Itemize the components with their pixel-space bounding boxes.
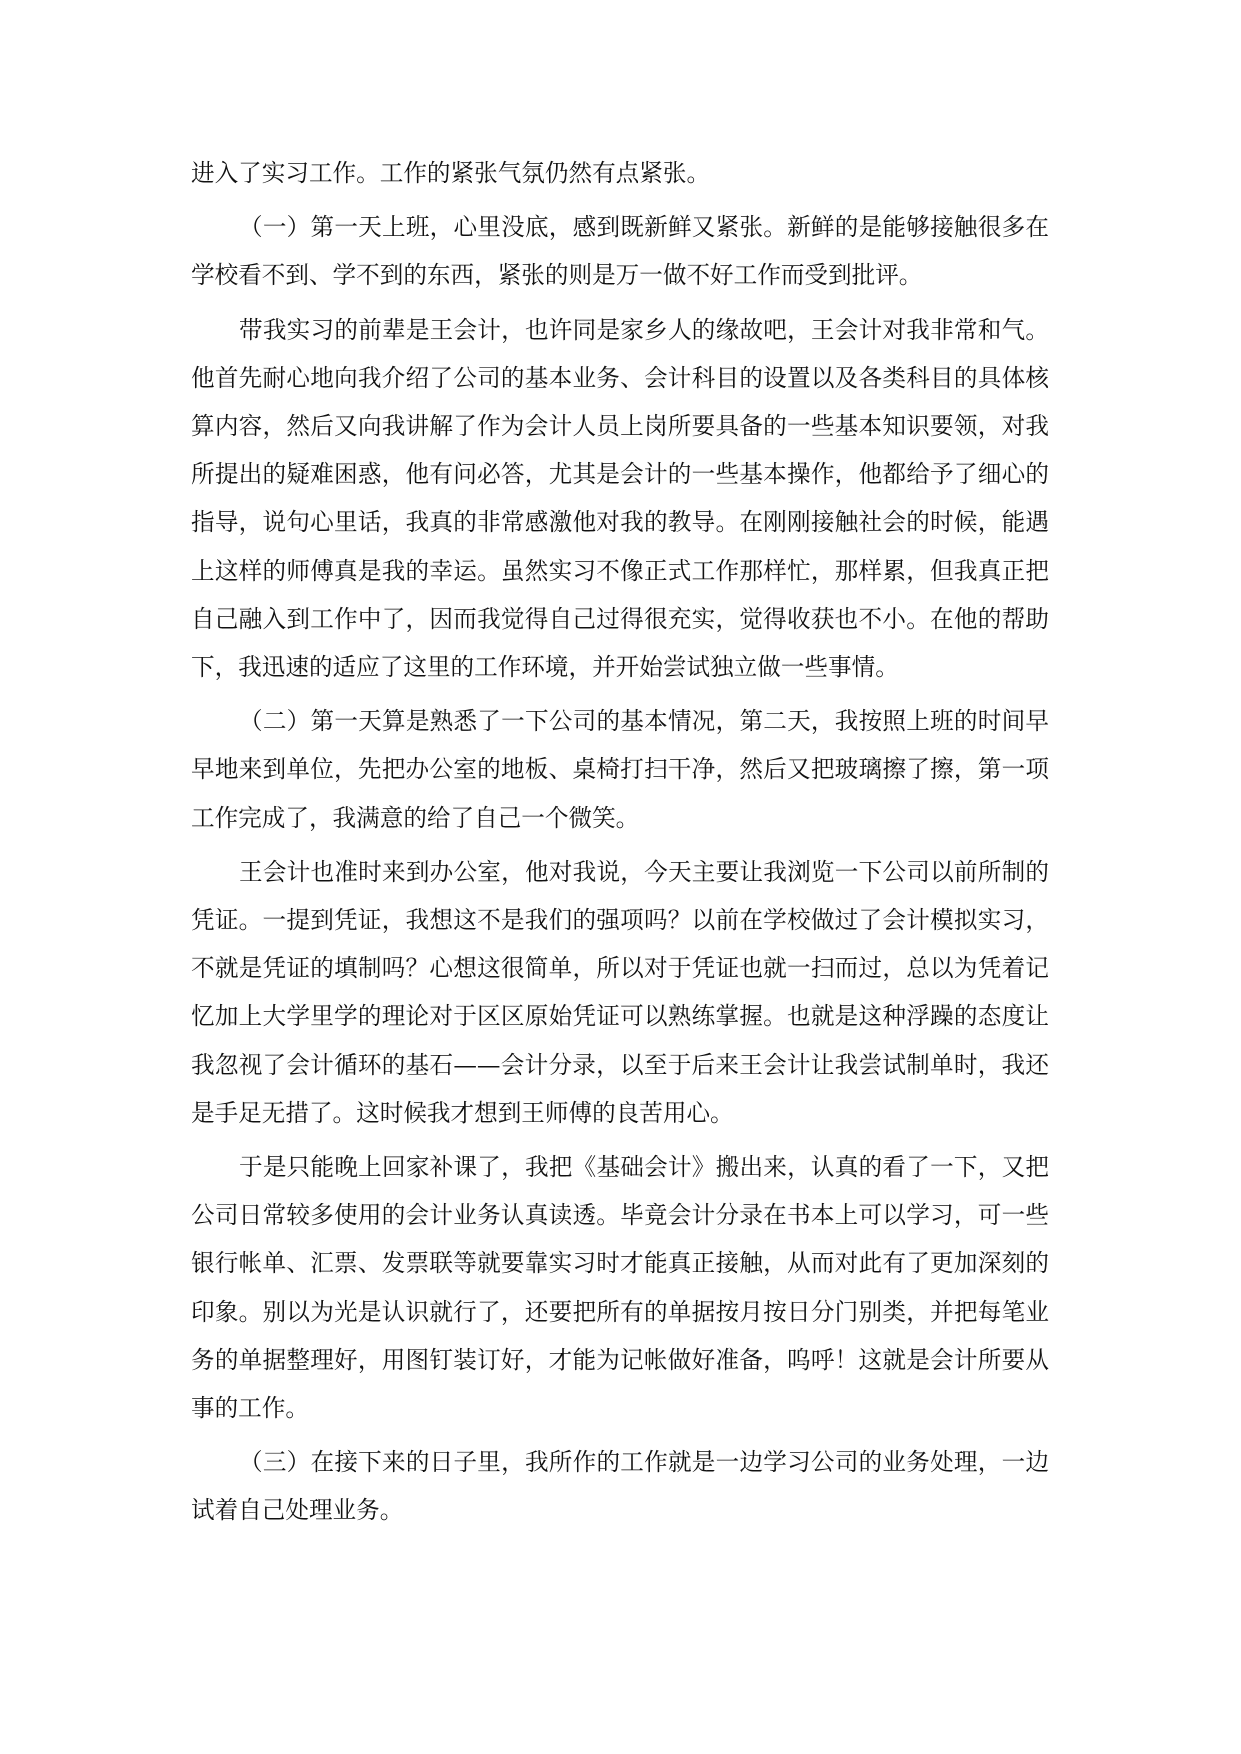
paragraph-vouchers: 王会计也准时来到办公室，他对我说，今天主要让我浏览一下公司以前所制的凭证。一提到凭证，我想这不是我们的强项吗？以前在学校做过了会计模拟实习，不就是凭证的填制吗？心想这很简单，所以对于凭证也就一扫而过，总以为凭着记忆加上大学里学的理论对于区区原始凭证可以熟练掌握。也就是这种浮躁的态度让我忽视了会计循环的基石——会计分录，以至于后来王会计让我尝试制单时，我还是手足无措了。这时候我才想到王师傅的良苦用心。 (191, 857, 1049, 1127)
paragraph-following-days: （三）在接下来的日子里，我所作的工作就是一边学习公司的业务处理，一边试着自己处理业务。 (191, 1448, 1049, 1525)
paragraph-continuation: 进入了实习工作。工作的紧张气氛仍然有点紧张。 (191, 159, 711, 187)
paragraph-evening-study: 于是只能晚上回家补课了，我把《基础会计》搬出来，认真的看了一下，又把公司日常较多使用的会计业务认真读透。毕竟会计分录在书本上可以学习，可一些银行帐单、汇票、发票联等就要靠实习时才能真正接触，从而对此有了更加深刻的印象。别以为光是认识就行了，还要把所有的单据按月按日分门别类，并把每笔业务的单据整理好，用图钉装订好，才能为记帐做好准备，呜呼！这就是会计所要从事的工作。 (191, 1153, 1049, 1423)
paragraph-mentor: 带我实习的前辈是王会计，也许同是家乡人的缘故吧，王会计对我非常和气。他首先耐心地向我介绍了公司的基本业务、会计科目的设置以及各类科目的具体核算内容，然后又向我讲解了作为会计人员上岗所要具备的一些基本知识要领，对我所提出的疑难困惑，他有问必答，尤其是会计的一些基本操作，他都给予了细心的指导，说句心里话，我真的非常感激他对我的教导。在刚刚接触社会的时候，能遇上这样的师傅真是我的幸运。虽然实习不像正式工作那样忙，那样累，但我真正把自己融入到工作中了，因而我觉得自己过得很充实，觉得收获也不小。在他的帮助下，我迅速的适应了这里的工作环境，并开始尝试独立做一些事情。 (191, 315, 1049, 682)
paragraph-second-day: （二）第一天算是熟悉了一下公司的基本情况，第二天，我按照上班的时间早早地来到单位，先把办公室的地板、桌椅打扫干净，然后又把玻璃擦了擦，第一项工作完成了，我满意的给了自己一个微笑。 (191, 707, 1049, 832)
paragraph-first-day: （一）第一天上班，心里没底，感到既新鲜又紧张。新鲜的是能够接触很多在学校看不到、学不到的东西，紧张的则是万一做不好工作而受到批评。 (191, 213, 1049, 290)
document-body (191, 149, 1049, 1541)
